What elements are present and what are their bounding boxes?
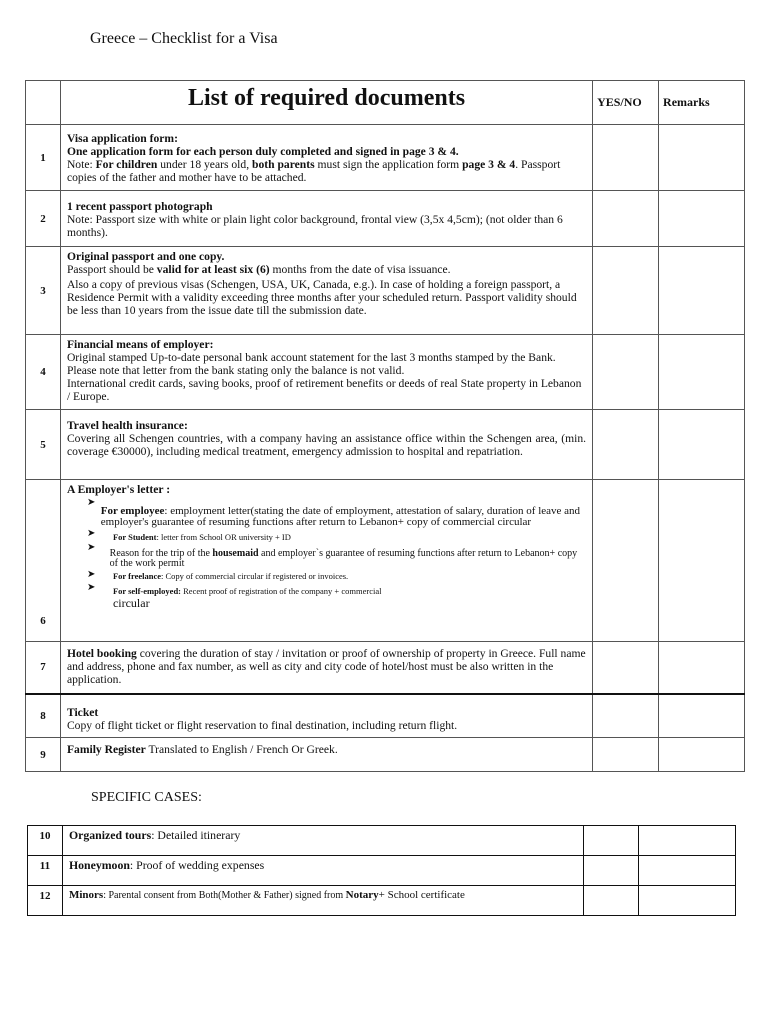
arrowhead-bullet-icon: ➤ — [86, 497, 96, 508]
header-num-cell — [26, 81, 61, 125]
row-content — [60, 694, 592, 738]
remarks-cell[interactable] — [659, 480, 745, 642]
table-row — [28, 886, 736, 916]
remarks-cell[interactable] — [639, 856, 736, 886]
row-content — [60, 410, 592, 480]
specific-cases-table — [27, 825, 736, 916]
row-number: 3 — [26, 247, 61, 335]
yesno-header: YES/NO — [593, 81, 659, 125]
row-content — [60, 480, 592, 642]
row-content — [60, 191, 592, 247]
yesno-cell[interactable] — [593, 410, 659, 480]
row-text: circular — [112, 596, 150, 610]
table-row — [26, 191, 745, 247]
remarks-cell[interactable] — [659, 410, 745, 480]
row-content: Honeymoon: Proof of wedding expenses — [62, 856, 583, 886]
arrowhead-bullet-icon: ➤ — [86, 582, 96, 593]
yesno-cell[interactable] — [593, 125, 659, 191]
row-text: Copy of flight ticket or flight reservation to final destination, including return flight. — [66, 718, 458, 732]
row-text: Hotel booking covering the duration of stay / invitation or proof of ownership of property in Greece. Full name and address, phone and fax number, as well as city and city code of hotel/host must be also written in the application. — [66, 647, 586, 686]
row-text: Covering all Schengen countries, with a company having an assistance office within the Schengen area, (min. coverage €30000), including medical treatment, emergency admission to hospital and repatriation. — [66, 432, 587, 458]
row-text: International credit cards, saving books, proof of retirement benefits or deeds of real State property in Lebanon / Europe. — [66, 377, 582, 403]
remarks-cell[interactable] — [639, 826, 736, 856]
list-item: ➤ For employee: employment letter(stating the date of employment, attestation of salary, duration of leave and employer's guarantee of resuming functions after return to Lebanon+ copy of commercial circular — [86, 497, 581, 528]
row-text: Original stamped Up-to-date personal bank account statement for the last 3 months stamped by the Bank. Please note that letter from the bank stating only the balance is not valid. — [66, 351, 556, 377]
row-content — [60, 642, 592, 694]
arrowhead-bullet-icon: ➤ — [86, 569, 96, 580]
list-item: ➤ For self-employed: Recent proof of registration of the company + commercial — [86, 582, 382, 596]
yesno-cell[interactable] — [584, 826, 639, 856]
list-item: ➤ For Student: letter from School OR university + ID — [86, 528, 291, 542]
arrowhead-bullet-icon: ➤ — [86, 542, 96, 553]
row-number: 4 — [26, 335, 61, 410]
yesno-cell[interactable] — [593, 480, 659, 642]
yesno-cell[interactable] — [593, 335, 659, 410]
row-text: Note: Passport size with white or plain light color background, frontal view (3,5x 4,5cm); (not older than 6 months). — [66, 213, 563, 239]
row-heading: Original passport and one copy. — [66, 250, 225, 263]
remarks-cell[interactable] — [659, 335, 745, 410]
row-number: 5 — [26, 410, 61, 480]
table-row — [26, 480, 745, 642]
list-item: ➤ For freelance: Copy of commercial circular if registered or invoices. — [86, 569, 349, 581]
row-content: Minors: Parental consent from Both(Mother & Father) signed from Notary+ School certificate — [62, 886, 583, 916]
table-row — [26, 247, 745, 335]
yesno-cell[interactable] — [584, 886, 639, 916]
remarks-cell[interactable] — [659, 642, 745, 694]
row-note: Note: For children under 18 years old, both parents must sign the application form page 3 & 4. Passport copies of the father and mother have to be attached. — [66, 158, 561, 184]
row-heading: Financial means of employer: — [66, 338, 214, 351]
row-heading: Ticket — [66, 705, 99, 719]
row-heading: Travel health insurance: — [66, 419, 188, 432]
remarks-cell[interactable] — [659, 247, 745, 335]
yesno-cell[interactable] — [593, 738, 659, 772]
row-text: Family Register Translated to English / French Or Greek. — [66, 743, 338, 756]
row-number: 9 — [26, 738, 61, 772]
row-text: One application form for each person duly completed and signed in page 3 & 4. — [66, 145, 459, 158]
row-text: Also a copy of previous visas (Schengen, USA, UK, Canada, e.g.). In case of holding a foreign passport, a Residence Permit with a validity exceeding three months after your scheduled return. Passport validity should be less than 10 years from the issue date till the submission date. — [66, 278, 577, 317]
table-row — [26, 335, 745, 410]
remarks-cell[interactable] — [659, 738, 745, 772]
yesno-cell[interactable] — [584, 856, 639, 886]
row-content — [60, 738, 592, 772]
row-number: 1 — [26, 125, 61, 191]
list-item: ➤ Reason for the trip of the housemaid and employer`s guarantee of resuming functions after return to Lebanon+ copy of the work permit — [86, 542, 578, 569]
row-heading: 1 recent passport photograph — [66, 200, 213, 213]
yesno-cell[interactable] — [593, 642, 659, 694]
row-number: 12 — [28, 886, 63, 916]
row-number: 7 — [26, 642, 61, 694]
row-content — [60, 247, 592, 335]
table-row — [26, 694, 745, 738]
remarks-cell[interactable] — [659, 125, 745, 191]
page-title: Greece – Checklist for a Visa — [90, 30, 278, 47]
row-content — [60, 335, 592, 410]
table-row — [26, 642, 745, 694]
table-row — [26, 410, 745, 480]
row-number: 11 — [28, 856, 63, 886]
row-heading: A Employer's letter : — [66, 483, 171, 496]
row-heading: Visa application form: — [66, 132, 178, 145]
table-main-heading: List of required documents — [60, 81, 592, 125]
row-content — [60, 125, 592, 191]
remarks-cell[interactable] — [639, 886, 736, 916]
row-number: 8 — [26, 694, 61, 738]
table-row — [26, 738, 745, 772]
table-header-row — [26, 81, 745, 125]
yesno-cell[interactable] — [593, 191, 659, 247]
row-number: 10 — [28, 826, 63, 856]
row-number: 6 — [26, 480, 61, 642]
arrowhead-bullet-icon: ➤ — [86, 528, 96, 539]
table-row — [28, 856, 736, 886]
remarks-cell[interactable] — [659, 694, 745, 738]
row-number: 2 — [26, 191, 61, 247]
remarks-header: Remarks — [659, 81, 745, 125]
yesno-cell[interactable] — [593, 694, 659, 738]
remarks-cell[interactable] — [659, 191, 745, 247]
table-row — [28, 826, 736, 856]
specific-cases-title: SPECIFIC CASES: — [91, 790, 202, 805]
table-row — [26, 125, 745, 191]
required-documents-table — [25, 80, 745, 772]
row-text: Passport should be valid for at least six (6) months from the date of visa issuance. — [66, 263, 451, 276]
yesno-cell[interactable] — [593, 247, 659, 335]
row-content: Organized tours: Detailed itinerary — [62, 826, 583, 856]
